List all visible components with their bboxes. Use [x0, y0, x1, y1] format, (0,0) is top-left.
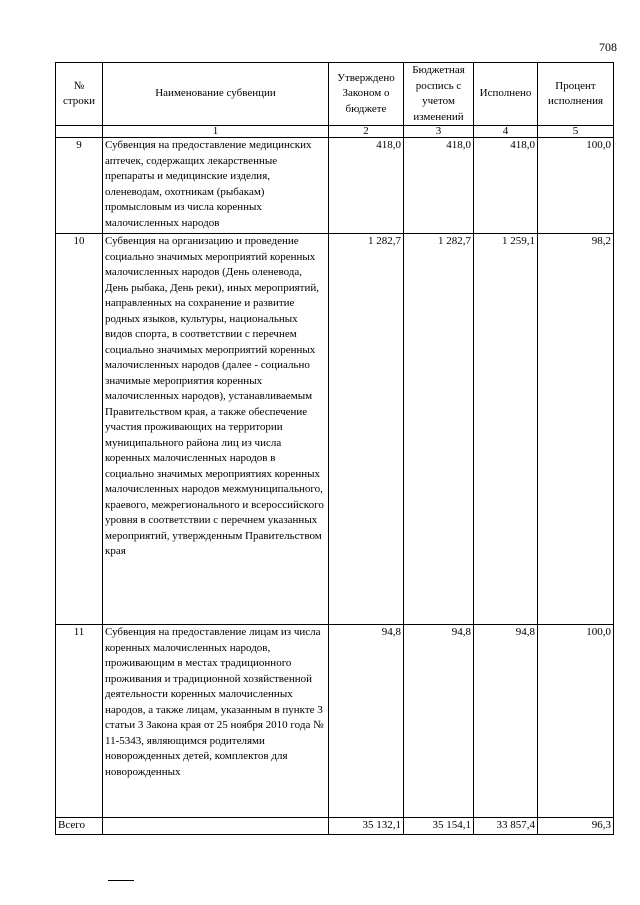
header-execution-percent: Процент исполнения: [538, 63, 614, 126]
column-numbers-row: [56, 126, 614, 138]
approved-value: 94,8: [329, 625, 404, 818]
page-number: 708: [599, 40, 617, 54]
approved-value: 418,0: [329, 138, 404, 234]
row-number: 10: [56, 234, 103, 625]
total-executed: 33 857,4: [474, 818, 538, 835]
subvention-name: Субвенция на организацию и проведение социально значимых мероприятий коренных малочисленных народов (День оленевода, День рыбака, День реки), иных мероприятий, направленных на сохранение и развитие родных языков, культуры, национальных видов спорта, в соответствии с перечнем социально значимых мероприятий коренных малочисленных народов (далее - социально значимые мероприятия коренных малочисленных народов), устанавливаемым Правительством края, а также обеспечение участия проживающих на территории муниципального района лиц из числа коренных малочисленных народов в социально значимых мероприятиях коренных малочисленных народов межмуниципального, краевого, межрегионального и всероссийского уровня в соответствии с перечнем указанных мероприятий, утвержденным Правительством края: [103, 234, 329, 625]
row-number: 11: [56, 625, 103, 818]
column-number: 1: [103, 126, 329, 138]
column-number: 2: [329, 126, 404, 138]
executed-value: 1 259,1: [474, 234, 538, 625]
percent-value: 98,2: [538, 234, 614, 625]
subvention-name: Субвенция на предоставление медицинских аптечек, содержащих лекарственные препараты и медицинские изделия, оленеводам, охотникам (рыбакам) промысловым из числа коренных малочисленных народов: [103, 138, 329, 234]
column-number-empty: [56, 126, 103, 138]
column-number: 4: [474, 126, 538, 138]
budget-value: 94,8: [404, 625, 474, 818]
subvention-name: Субвенция на предоставление лицам из числа коренных малочисленных народов, проживающим в местах традиционного проживания и традиционной хозяйственной деятельности коренных малочисленных народов, а также лицам, указанным в пункте 3 статьи 3 Закона края от 25 ноября 2010 года № 11-5343, являющимся родителями новорожденных детей, комплектов для новорожденных: [103, 625, 329, 818]
executed-value: 94,8: [474, 625, 538, 818]
percent-value: 100,0: [538, 138, 614, 234]
header-budget-schedule: Бюджетная роспись с учетом изменений: [404, 63, 474, 126]
column-number: 5: [538, 126, 614, 138]
header-row: [56, 63, 614, 126]
header-row-number: № строки: [56, 63, 103, 126]
header-executed: Исполнено: [474, 63, 538, 126]
subventions-table: [55, 62, 614, 835]
table-row: [56, 625, 614, 818]
header-approved: Утверждено Законом о бюджете: [329, 63, 404, 126]
total-budget: 35 154,1: [404, 818, 474, 835]
budget-value: 418,0: [404, 138, 474, 234]
executed-value: 418,0: [474, 138, 538, 234]
total-label: Всего: [56, 818, 103, 835]
percent-value: 100,0: [538, 625, 614, 818]
column-number: 3: [404, 126, 474, 138]
table-row: [56, 138, 614, 234]
total-empty-cell: [103, 818, 329, 835]
budget-value: 1 282,7: [404, 234, 474, 625]
table-row: [56, 234, 614, 625]
total-approved: 35 132,1: [329, 818, 404, 835]
header-subvention-name: Наименование субвенции: [103, 63, 329, 126]
total-row: [56, 818, 614, 835]
row-number: 9: [56, 138, 103, 234]
total-percent: 96,3: [538, 818, 614, 835]
footnote-divider: [108, 880, 134, 881]
approved-value: 1 282,7: [329, 234, 404, 625]
